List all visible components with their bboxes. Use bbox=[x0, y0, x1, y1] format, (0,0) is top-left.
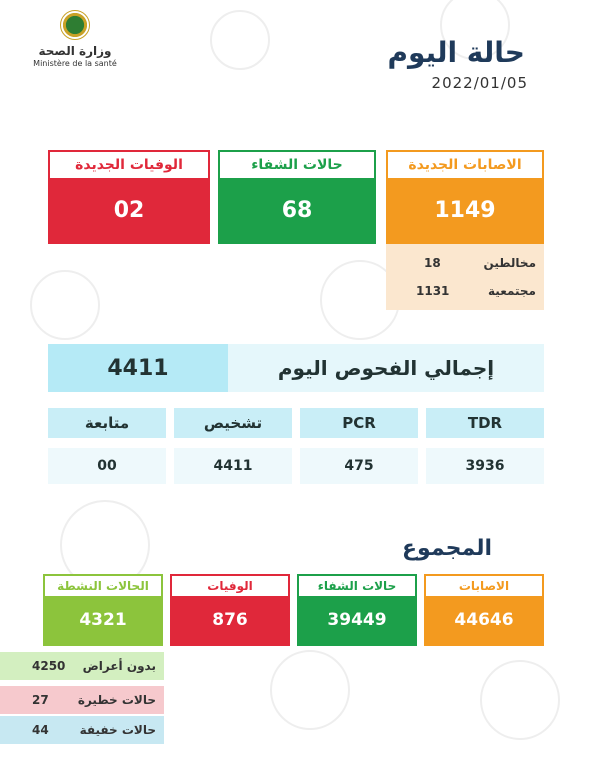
total-deaths-card bbox=[170, 574, 290, 646]
new-deaths-card bbox=[48, 150, 210, 244]
contacts-value: 18 bbox=[424, 256, 441, 270]
active-cases-label: الحالات النشطة bbox=[57, 579, 149, 593]
new-cases-value: 1149 bbox=[388, 178, 542, 242]
ministry-logo bbox=[30, 10, 120, 68]
active-cases-value: 4321 bbox=[45, 596, 161, 644]
emblem-icon bbox=[60, 10, 90, 40]
tests-total-value: 4411 bbox=[48, 344, 228, 392]
new-deaths-label: الوفيات الجديدة bbox=[75, 157, 183, 173]
ministry-name-ar: وزارة الصحة bbox=[38, 44, 112, 58]
pcr-value: 475 bbox=[300, 448, 418, 484]
asymptomatic-label: بدون أعراض bbox=[82, 659, 156, 673]
total-cases-card bbox=[424, 574, 544, 646]
new-cases-card bbox=[386, 150, 544, 244]
new-deaths-value: 02 bbox=[50, 178, 208, 242]
followup-header: متابعة bbox=[48, 408, 166, 438]
totals-title: المجموع bbox=[402, 536, 492, 561]
mild-row bbox=[0, 716, 164, 744]
contacts-label: مخالطين bbox=[483, 256, 536, 270]
recoveries-card bbox=[218, 150, 376, 244]
new-cases-breakdown bbox=[386, 244, 544, 310]
virus-decoration bbox=[480, 660, 560, 740]
severe-row bbox=[0, 686, 164, 714]
mild-value: 44 bbox=[32, 723, 49, 737]
severe-value: 27 bbox=[32, 693, 49, 707]
total-cases-value: 44646 bbox=[426, 596, 542, 644]
tdr-header: TDR bbox=[426, 408, 544, 438]
mild-label: حالات خفيفة bbox=[79, 723, 156, 737]
virus-decoration bbox=[30, 270, 100, 340]
new-cases-label: الاصابات الجديدة bbox=[408, 157, 522, 173]
asymptomatic-row bbox=[0, 652, 164, 680]
diagnosis-value: 4411 bbox=[174, 448, 292, 484]
total-recoveries-label: حالات الشفاء bbox=[317, 579, 397, 593]
tdr-value: 3936 bbox=[426, 448, 544, 484]
ministry-name-fr: Ministère de la santé bbox=[33, 59, 117, 68]
virus-decoration bbox=[270, 650, 350, 730]
total-deaths-value: 876 bbox=[172, 596, 288, 644]
virus-decoration bbox=[210, 10, 270, 70]
severe-label: حالات خطيرة bbox=[77, 693, 156, 707]
diagnosis-header: تشخيص bbox=[174, 408, 292, 438]
page-title: حالة اليوم bbox=[387, 36, 525, 69]
report-date: 2022/01/05 bbox=[431, 74, 528, 92]
tests-total-label: إجمالي الفحوص اليوم bbox=[228, 344, 544, 392]
asymptomatic-value: 4250 bbox=[32, 659, 66, 673]
pcr-header: PCR bbox=[300, 408, 418, 438]
community-label: مجتمعية bbox=[488, 284, 536, 298]
community-value: 1131 bbox=[416, 284, 450, 298]
recoveries-value: 68 bbox=[220, 178, 374, 242]
total-recoveries-value: 39449 bbox=[299, 596, 415, 644]
total-recoveries-card bbox=[297, 574, 417, 646]
followup-value: 00 bbox=[48, 448, 166, 484]
active-cases-card bbox=[43, 574, 163, 646]
total-deaths-label: الوفيات bbox=[207, 579, 253, 593]
community-row bbox=[394, 284, 536, 298]
recoveries-label: حالات الشفاء bbox=[251, 157, 343, 173]
total-cases-label: الاصابات bbox=[458, 579, 510, 593]
contacts-row bbox=[394, 256, 536, 270]
